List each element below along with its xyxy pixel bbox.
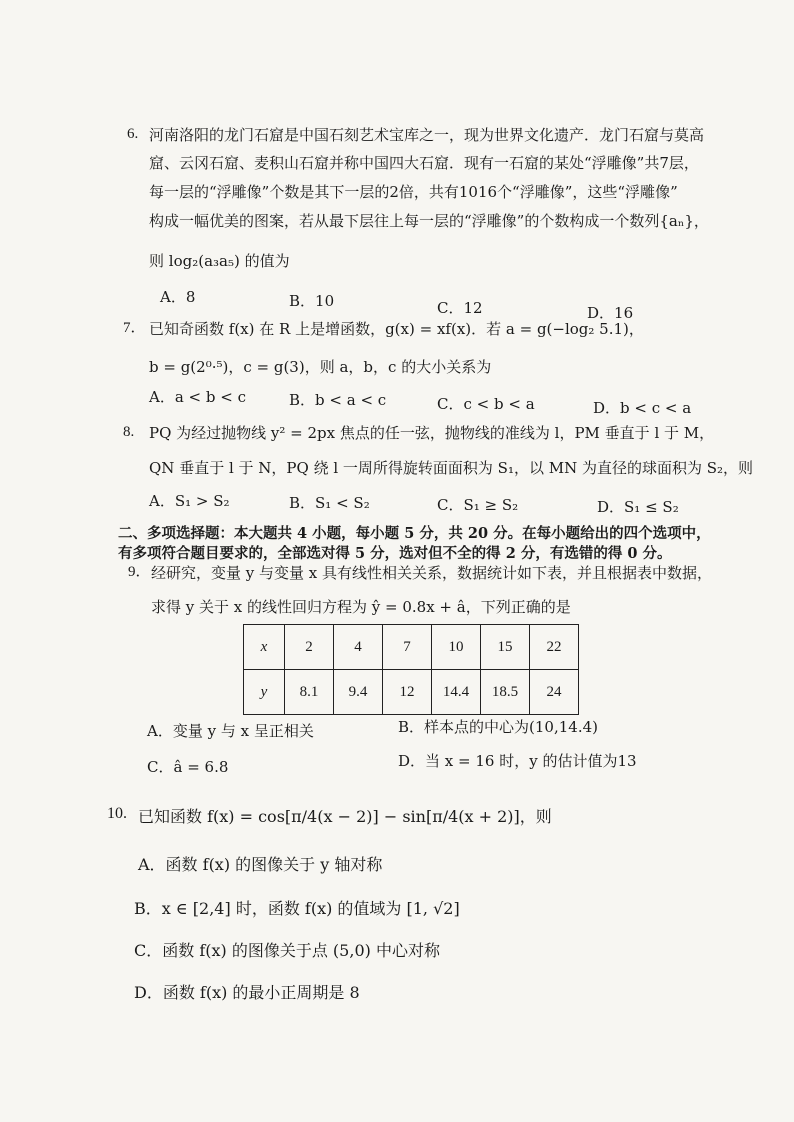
q9-option-a: A．变量 y 与 x 呈正相关 xyxy=(147,722,314,740)
q9-line-1: 经研究，变量 y 与变量 x 具有线性相关关系，数据统计如下表，并且根据表中数据， xyxy=(151,564,713,582)
section-2-heading-line-1: 二、多项选择题：本大题共 4 小题，每小题 5 分，共 20 分。在每小题给出的四个选项中， xyxy=(118,525,711,542)
table-cell: 15 xyxy=(481,625,530,670)
q8-option-d: D．S₁ ≤ S₂ xyxy=(597,498,679,516)
q10-stem: 已知函数 f(x) = cos[π/4(x − 2)] − sin[π/4(x + 2)]，则 xyxy=(138,807,552,826)
q10-option-b: B．x ∈ [2,4] 时，函数 f(x) 的值域为 [1, √2] xyxy=(134,899,460,918)
table-cell: 18.5 xyxy=(481,670,530,715)
table-row-x xyxy=(244,625,579,670)
table-cell: 4 xyxy=(334,625,383,670)
q7-option-b: B．b < a < c xyxy=(289,391,387,409)
table-header-x: x xyxy=(244,625,285,670)
q7-option-c: C．c < b < a xyxy=(437,395,535,413)
table-header-y: y xyxy=(244,670,285,715)
q9-option-b: B．样本点的中心为(10,14.4) xyxy=(398,718,598,736)
q6-line-4: 构成一幅优美的图案，若从最下层往上每一层的“浮雕像”的个数构成一个数列{aₙ}， xyxy=(149,212,709,230)
q6-line-2: 窟、云冈石窟、麦积山石窟并称中国四大石窟．现有一石窟的某处“浮雕像”共7层， xyxy=(149,154,699,172)
q8-option-b: B．S₁ < S₂ xyxy=(289,494,370,512)
q6-line-1: 河南洛阳的龙门石窟是中国石刻艺术宝库之一，现为世界文化遗产．龙门石窟与莫高 xyxy=(149,126,705,144)
q10-number: 10. xyxy=(107,805,127,822)
table-cell: 12 xyxy=(383,670,432,715)
q6-option-c: C．12 xyxy=(437,299,483,317)
q6-line-5: 则 log₂(a₃a₅) 的值为 xyxy=(149,252,290,270)
q8-number: 8. xyxy=(123,424,135,440)
table-cell: 7 xyxy=(383,625,432,670)
q7-option-a: A．a < b < c xyxy=(149,388,246,406)
table-row-y xyxy=(244,670,579,715)
q6-line-3: 每一层的“浮雕像”个数是其下一层的2倍，共有1016个“浮雕像”，这些“浮雕像” xyxy=(149,183,678,201)
q6-number: 6. xyxy=(127,126,139,142)
q7-line-2: b = g(2⁰·⁵)，c = g(3)，则 a，b，c 的大小关系为 xyxy=(149,358,492,376)
table-cell: 9.4 xyxy=(334,670,383,715)
table-cell: 22 xyxy=(530,625,579,670)
q6-option-a: A．8 xyxy=(160,288,196,306)
section-2-heading-line-2: 有多项符合题目要求的，全部选对得 5 分，选对但不全的得 2 分，有选错的得 0 分。 xyxy=(118,545,672,562)
table-cell: 2 xyxy=(285,625,334,670)
q9-option-c: C．â = 6.8 xyxy=(147,758,229,776)
table-cell: 10 xyxy=(432,625,481,670)
q9-line-2: 求得 y 关于 x 的线性回归方程为 ŷ = 0.8x + â，下列正确的是 xyxy=(151,598,571,616)
q6-option-b: B．10 xyxy=(289,292,335,310)
q8-option-c: C．S₁ ≥ S₂ xyxy=(437,496,519,514)
table-cell: 8.1 xyxy=(285,670,334,715)
q7-line-1: 已知奇函数 f(x) 在 R 上是增函数，g(x) = xf(x)．若 a = g(−log₂ 5.1)， xyxy=(149,320,644,338)
q10-option-c: C．函数 f(x) 的图像关于点 (5,0) 中心对称 xyxy=(134,941,440,960)
q6-option-d: D．16 xyxy=(587,304,634,322)
q8-line-1: PQ 为经过抛物线 y² = 2px 焦点的任一弦，抛物线的准线为 l，PM 垂直于 l 于 M， xyxy=(149,424,715,442)
q10-option-a: A．函数 f(x) 的图像关于 y 轴对称 xyxy=(138,855,383,874)
q10-option-d: D．函数 f(x) 的最小正周期是 8 xyxy=(134,983,360,1002)
q7-number: 7． xyxy=(123,320,146,336)
q9-number: 9． xyxy=(128,564,151,580)
table-cell: 14.4 xyxy=(432,670,481,715)
table-cell: 24 xyxy=(530,670,579,715)
q8-option-a: A．S₁ > S₂ xyxy=(149,492,230,510)
q9-data-table xyxy=(243,624,579,715)
q8-line-2: QN 垂直于 l 于 N，PQ 绕 l 一周所得旋转面面积为 S₁，以 MN 为直径的球面积为 S₂，则 xyxy=(149,459,754,477)
q9-option-d: D．当 x = 16 时，y 的估计值为13 xyxy=(398,752,637,770)
q7-option-d: D．b < c < a xyxy=(593,399,692,417)
